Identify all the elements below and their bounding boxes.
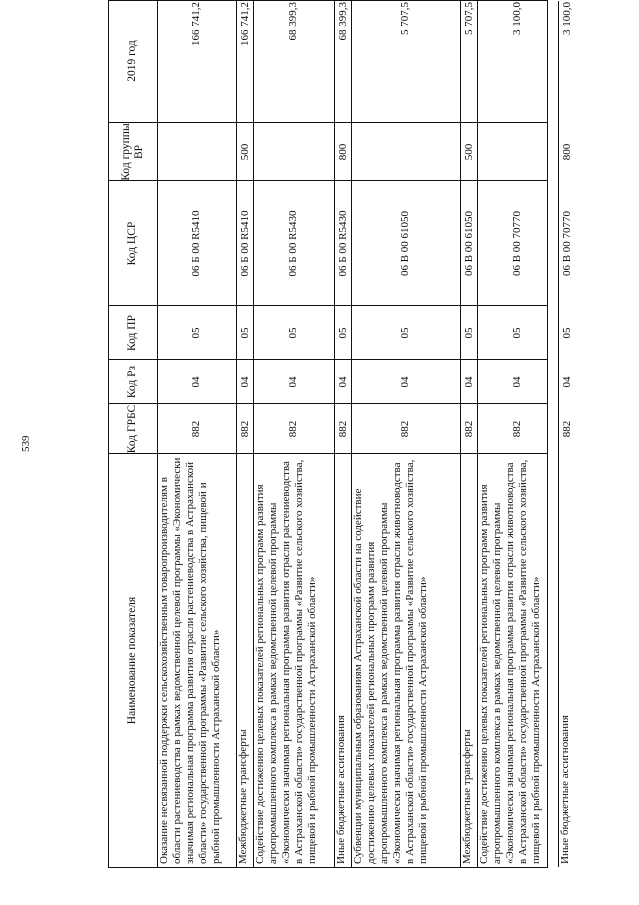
cell-csr: 06 В 00 70770 [561,210,574,277]
cell-grbs: 882 [337,420,350,438]
header-vr: Код группы ВР [119,123,145,181]
cell-pr: 05 [511,327,524,339]
cell-y2019: 166 741,2 [239,2,252,46]
cell-y2019: 166 741,2 [190,2,203,46]
budget-table [108,0,574,868]
cell-grbs: 882 [239,420,252,438]
cell-rz: 04 [561,376,574,388]
cell-rz: 04 [190,376,203,388]
cell-y2019: 5 707,5 [463,2,476,35]
cell-vr: 800 [561,143,574,161]
header-pr: Код ПР [126,315,139,351]
cell-grbs: 882 [190,420,203,438]
cell-name: Иные бюджетные ассигнования [559,715,571,864]
cell-name: Содействие достижению целевых показателей региональных программ развития агропромышленного комплекса в рамках ведомственной целевой программы «Экономически значимая региональная программа развития отрасли растениеводства в Астраханской области» государственной программы «Развитие сельского хозяйства, пищевой и рыбной промышленности Астраханской области» [254,459,318,864]
cell-y2019: 68 399,3 [287,2,300,41]
cell-grbs: 882 [511,420,524,438]
cell-y2019: 68 399,3 [337,2,350,41]
cell-name: Межбюджетные трансферты [461,729,473,864]
cell-csr: 06 В 00 61050 [463,210,476,277]
cell-pr: 05 [561,327,574,339]
page-number: 539 [20,435,32,452]
cell-csr: 06 Б 00 R5410 [190,210,203,277]
cell-csr: 06 В 00 61050 [399,210,412,277]
cell-name: Содействие достижению целевых показателей региональных программ развития агропромышленного комплекса в рамках ведомственной целевой программы «Экономически значимая региональная программа развития отрасли животноводства в Астраханской области» государственной программы «Развитие сельского хозяйства, пищевой и рыбной промышленности Астраханской области» [478,459,542,864]
cell-rz: 04 [399,376,412,388]
cell-pr: 05 [287,327,300,339]
cell-name: Иные бюджетные ассигнования [335,715,347,864]
cell-vr [351,123,460,181]
cell-y2019: 3 100,0 [561,2,574,35]
cell-vr: 500 [463,143,476,161]
header-2019: 2019 год [126,40,139,82]
cell-csr: 06 Б 00 R5430 [337,210,350,277]
cell-vr: 800 [337,143,350,161]
cell-rz: 04 [337,376,350,388]
cell-pr: 05 [337,327,350,339]
header-grbs: Код ГРБС [126,404,139,454]
cell-rz: 04 [239,376,252,388]
header-rz: Код Рз [126,365,139,399]
cell-rz: 04 [463,376,476,388]
cell-csr: 06 Б 00 R5430 [287,210,300,277]
cell-pr: 05 [463,327,476,339]
cell-pr: 05 [239,327,252,339]
cell-y2019: 5 707,5 [399,2,412,35]
cell-pr: 05 [190,327,203,339]
cell-grbs: 882 [561,420,574,438]
cell-y2019: 3 100,0 [511,2,524,35]
cell-csr: 06 Б 00 R5410 [239,210,252,277]
cell-grbs: 882 [287,420,300,438]
cell-vr: 500 [239,143,252,161]
cell-vr [157,123,236,181]
cell-name: Оказание несвязанной поддержки сельскохозяйственным товаропроизводителям в области растениеводства в рамках ведомственной целевой программы «Экономически значимая региональная программа развития отрасли растениеводства в Астраханской области» государственной программы «Развитие сельского хозяйства, пищевой и рыбной промышленности Астраханской области» [158,457,222,864]
cell-name: Субвенции муниципальным образованиям Астраханской области на содействие достижению целевых показателей региональных программ развития агропромышленного комплекса в рамках ведомственной целевой программы «Экономически значимая региональная программа развития отрасли животноводства в Астраханской области» государственной программы «Развитие сельского хозяйства, пищевой и рыбной промышленности Астраханской области» [352,459,429,864]
cell-vr [253,123,334,181]
cell-vr [477,123,558,181]
cell-grbs: 882 [463,420,476,438]
cell-rz: 04 [287,376,300,388]
rotated-budget-table [108,0,574,868]
cell-csr: 06 В 00 70770 [511,210,524,277]
cell-pr: 05 [399,327,412,339]
cell-name: Межбюджетные трансферты [237,729,249,864]
header-name: Наименование показателя [126,596,139,725]
header-csr: Код ЦСР [126,221,139,266]
cell-grbs: 882 [399,420,412,438]
cell-rz: 04 [511,376,524,388]
